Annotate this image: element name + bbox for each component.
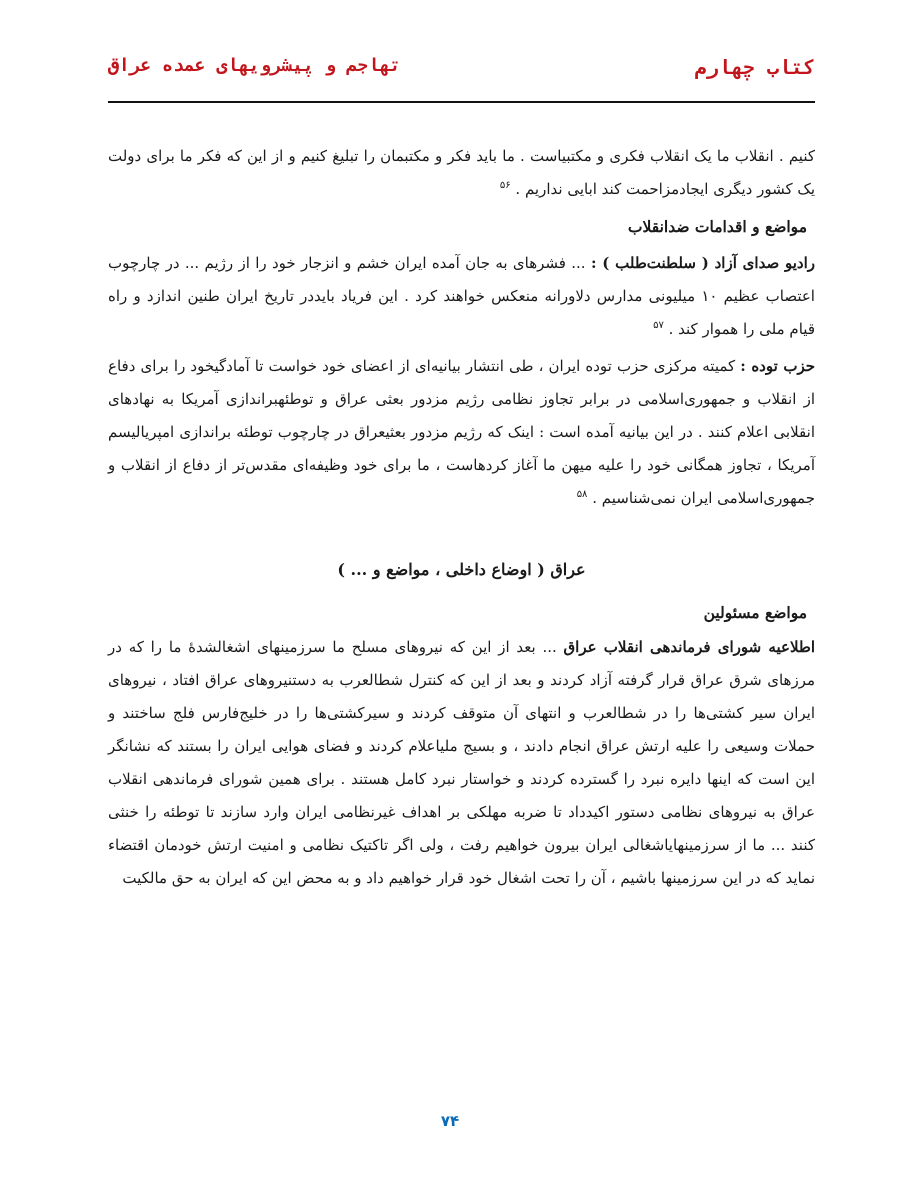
paragraph-iraq-command-statement — [108, 631, 815, 895]
book-title: کتاب چهارم — [694, 55, 815, 79]
footnote-marker: ۵۶ — [499, 180, 511, 191]
paragraph-text: کنیم . انقلاب ما یک انقلاب فکری و مکتبیاست . ما باید فکر و مکتبمان را تبلیغ کنیم و از این که فکر ما برای دولت یک کشور دیگری ایجادمزاحمت کند ابایی نداریم . — [108, 147, 815, 198]
paragraph-lead: اطلاعیه شورای فرماندهی انقلاب عراق — [563, 638, 815, 656]
footnote-marker: ۵۷ — [653, 320, 664, 331]
subheading-officials-positions: مواضع مسئولین — [703, 603, 807, 622]
page-header — [108, 55, 815, 103]
section-heading-counterrevolution: مواضع و اقدامات ضدانقلاب — [627, 217, 807, 236]
section-heading-iraq: عراق ( اوضاع داخلی ، مواضع و ... ) — [337, 560, 586, 579]
footnote-marker: ۵۸ — [576, 489, 588, 500]
paragraph-lead: رادیو صدای آزاد ( سلطنت‌طلب ) : — [590, 254, 815, 272]
paragraph-tudeh-party — [108, 350, 815, 515]
paragraph-lead: حزب توده : — [740, 357, 815, 375]
page-number: ۷۴ — [440, 1112, 460, 1130]
paragraph-text: کمیته مرکزی حزب توده ایران ، طی انتشار بیانیه‌ای از اعضای خود خواست تا آمادگیخود را برای دفاع از انقلاب و جمهوری‌اسلامی در برابر تجاوز نظامی رژیم مزدور بعثی عراق و توطئهبراندازی آمریکا به نهادهای انقلابی اعلام کنند . در این بیانیه آمده است : اینک که رژیم مزدور بعثیعراق در چارچوب توطئه براندازی امپریالیسم آمریکا ، تجاوز همگانی خود را علیه میهن ما آغاز کردهاست ، ما برای خود وظیفه‌ای مقدس‌تر از دفاع از انقلاب و جمهوری‌اسلامی ایران نمی‌شناسیم . — [108, 357, 815, 507]
paragraph-text: ... فشرهای به جان آمده ایران خشم و انزجار خود را از رژیم ... در چارچوب اعتصاب عظیم ۱۰ میلیونی مدارس دلاورانه منعکس خواهند کرد . این فریاد بایددر تاریخ ایران طنین اندازد و راه قیام ملی را هموار کند . — [108, 254, 815, 338]
paragraph-radio-free-voice — [108, 247, 815, 346]
paragraph-continuation — [108, 140, 815, 206]
paragraph-text: ... بعد از این که نیروهای مسلح ما سرزمینهای اشغالشدهٔ ما را که در مرزهای شرق عراق قرار گرفته آزاد کردند و بعد از این که کنترل شطالعرب به دستنیروهای عراق افتاد ، نیروهای ایران سیر کشتی‌ها را در شطالعرب و انتهای آن متوقف کردند و سیرکشتی‌ها را در خلیج‌فارس فلج ساختند و حملات وسیعی را علیه ارتش عراق انجام دادند ، و بسیج ملیاعلام کردند و فضای هوایی ایران را بستند که نشانگر این است که اینها دایره نبرد را گسترده کردند و خواستار نبرد کامل هستند . برای همین شورای فرماندهی انقلاب عراق به نیروهای نظامی دستور اکیدداد تا ضربه مهلکی بر اهداف غیرنظامی ایران وارد سازند تا توطئه را خنثی کنند ... ما از سرزمینهایاشغالی ایران بیرون خواهیم رفت ، ولی اگر تاکتیک نظامی و امنیت ارتش خودمان اقتضاء نماید که در این سرزمینها باشیم ، آن را تحت اشغال خود قرار خواهیم داد و به محض این که ایران به حق مالکیت — [108, 638, 815, 887]
section-title: تهاجم و پیشرویهای عمده عراق — [108, 55, 401, 76]
page-body — [108, 140, 815, 899]
